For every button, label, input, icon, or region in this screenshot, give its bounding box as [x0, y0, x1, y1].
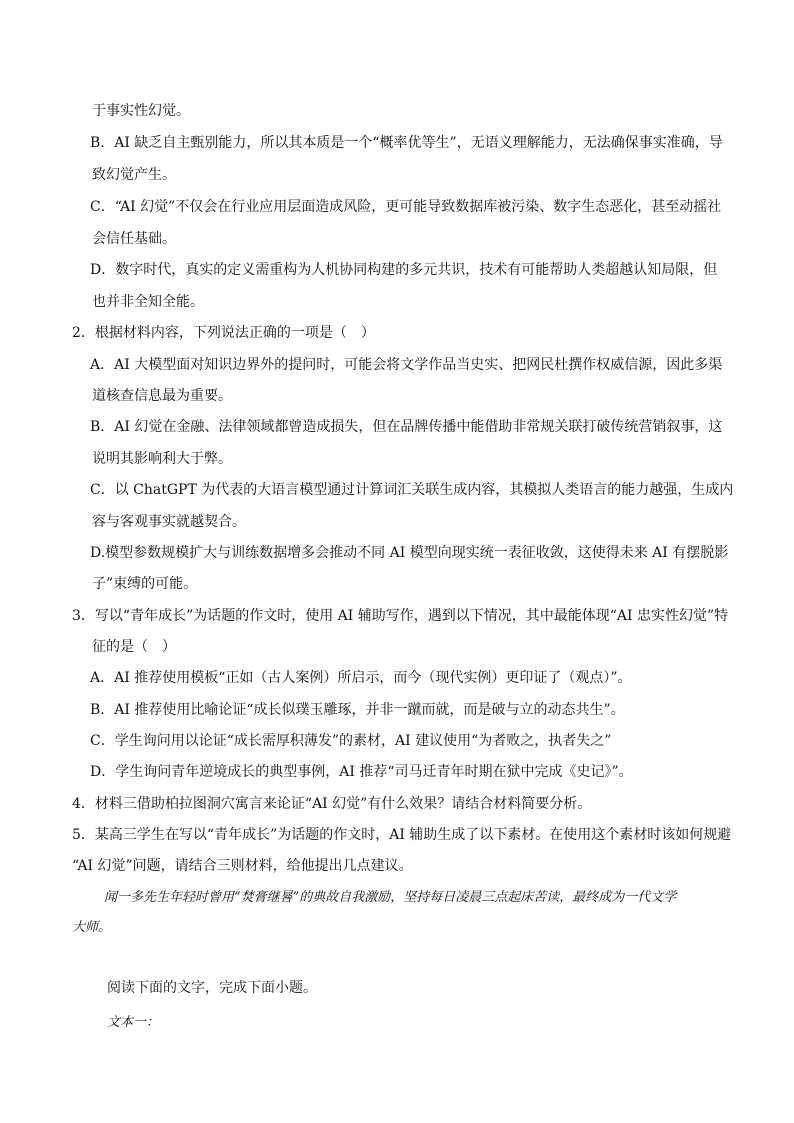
- option-a-line: A．AI 推荐使用模板“正如（古人案例）所启示，而今（现代实例）更印证了（观点）”。: [90, 670, 632, 686]
- question-5: 5．某高三学生在写以“青年成长”为话题的作文时，AI 辅助生成了以下素材。在使用这个素材时该如何规避: [72, 827, 732, 843]
- text-line: 也并非全知全能。: [92, 294, 204, 310]
- text-line: “AI 幻觉”问题，请结合三则材料，给他提出几点建议。: [72, 858, 413, 874]
- text-line: 说明其影响利大于弊。: [92, 451, 232, 467]
- text-line: 致幻觉产生。: [92, 167, 176, 183]
- reading-instruction: 阅读下面的文字，完成下面小题。: [107, 980, 317, 996]
- option-c-line: C．“AI 幻觉”不仅会在行业应用层面造成风险，更可能导致数据库被污染、数字生态恶化，甚至动摇社: [90, 199, 722, 215]
- option-a-line: A．AI 大模型面对知识边界外的提问时，可能会将文学作品当史实、把网民杜撰作权威信源，因此多渠: [90, 357, 723, 373]
- option-d-line: D．学生询问青年逆境成长的典型事例，AI 推荐“司马迁青年时期在狱中完成《史记》”。: [90, 764, 633, 780]
- option-b-line: B．AI 推荐使用比喻论证“成长似璞玉雕琢，并非一蹴而就，而是破与立的动态共生”。: [90, 702, 625, 718]
- question-3: 3．写以“青年成长”为话题的作文时，使用 AI 辅助写作，遇到以下情况，其中最能体现“AI 忠实性幻觉”特: [72, 608, 729, 624]
- text-one-heading: 文本一：: [107, 1015, 160, 1030]
- question-2: 2．根据材料内容，下列说法正确的一项是（ ）: [72, 325, 375, 341]
- option-d-line: D.模型参数规模扩大与训练数据增多会推动不同 AI 模型向现实统一表征收敛，这使得未来 AI 有摆脱影: [90, 545, 729, 561]
- option-c-line: C．学生询问用以论证“成长需厚积薄发”的素材，AI 建议使用“为者败之，执者失之”: [90, 733, 612, 749]
- text-line: 征的是（ ）: [92, 639, 176, 655]
- option-c-line: C．以 ChatGPT 为代表的大语言模型通过计算词汇关联生成内容，其模拟人类语言的能力越强，生成内: [90, 482, 734, 498]
- question-4: 4．材料三借助柏拉图洞穴寓言来论证“AI 幻觉”有什么效果？请结合材料简要分析。: [72, 796, 592, 812]
- text-line: 道核查信息最为重要。: [92, 388, 232, 404]
- text-line: 于事实性幻觉。: [92, 103, 190, 119]
- text-line: 容与客观事实就越契合。: [92, 514, 246, 530]
- option-b-line: B．AI 缺乏自主甄别能力，所以其本质是一个“概率优等生”，无语义理解能力，无法确保事实准确，导: [90, 135, 723, 151]
- material-text: 闻一多先生年轻时曾用“焚膏继晷”的典故自我激励，坚持每日凌晨三点起床苦读，最终成为一代文学: [104, 890, 677, 905]
- material-text: 大师。: [72, 920, 112, 935]
- option-b-line: B．AI 幻觉在金融、法律领域都曾造成损失，但在品牌传播中能借助非常规关联打破传统营销叙事，这: [90, 419, 723, 435]
- text-line: 子”束缚的可能。: [92, 576, 198, 592]
- text-line: 会信任基础。: [92, 231, 176, 247]
- option-d-line: D．数字时代，真实的定义需重构为人机协同构建的多元共识，技术有可能帮助人类超越认知局限，但: [90, 262, 718, 278]
